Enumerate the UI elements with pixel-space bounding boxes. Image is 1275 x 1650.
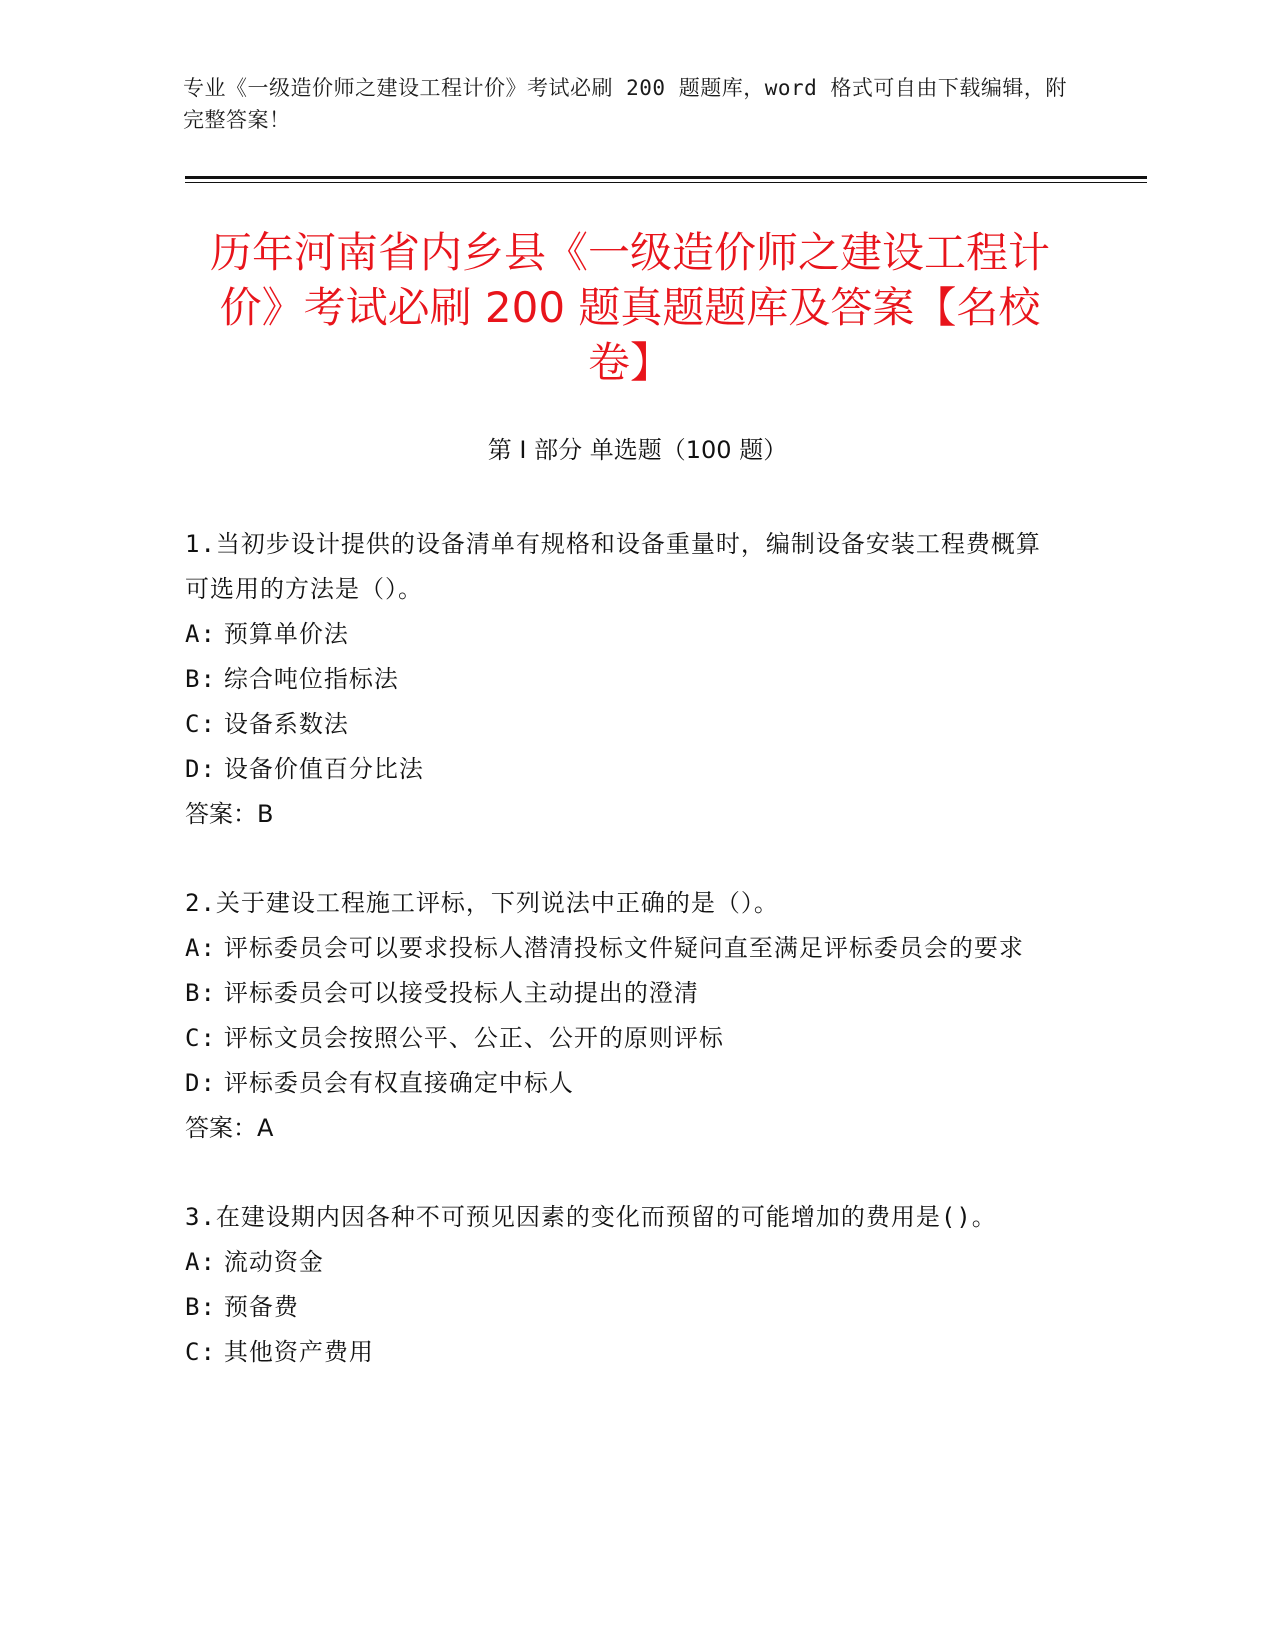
question-stem: 2.关于建设工程施工评标，下列说法中正确的是（）。 (185, 889, 779, 917)
header-note: 专业《一级造价师之建设工程计价》考试必刷 200 题题库，word 格式可自由下载编辑，附完整答案！ (183, 76, 1067, 132)
option-b: B: 预备费 (185, 1293, 299, 1321)
option-text: 综合吨位指标法 (223, 665, 399, 693)
option-a: A: 流动资金 (185, 1248, 324, 1276)
question-list (185, 522, 1065, 1419)
option-c: C: 其他资产费用 (185, 1338, 374, 1366)
question-3 (185, 1195, 1065, 1375)
question-2 (185, 881, 1065, 1151)
answer-value: A (257, 1114, 274, 1142)
answer-label: 答案： (185, 1114, 257, 1142)
header-rule-thick (185, 176, 1147, 179)
answer-value: B (257, 800, 274, 828)
option-text: 评标委员会可以接受投标人主动提出的澄清 (223, 979, 699, 1007)
option-text: 预算单价法 (223, 620, 349, 648)
document-title: 历年河南省内乡县《一级造价师之建设工程计价》考试必刷 200 题真题题库及答案【名校卷】 (209, 228, 1050, 387)
option-key: A (185, 620, 201, 648)
option-a: A: 预算单价法 (185, 620, 349, 648)
option-d: D: 评标委员会有权直接确定中标人 (185, 1069, 574, 1097)
option-text: 评标委员会可以要求投标人潜清投标文件疑问直至满足评标委员会的要求 (223, 934, 1024, 962)
option-text: 评标委员会有权直接确定中标人 (223, 1069, 574, 1097)
option-key: D (185, 755, 201, 783)
answer-label: 答案： (185, 800, 257, 828)
option-key: B (185, 979, 201, 1007)
option-c: C: 设备系数法 (185, 710, 349, 738)
question-stem: 3.在建设期内因各种不可预见因素的变化而预留的可能增加的费用是()。 (185, 1203, 997, 1231)
option-text: 设备价值百分比法 (223, 755, 424, 783)
option-c: C: 评标文员会按照公平、公正、公开的原则评标 (185, 1024, 724, 1052)
option-key: A (185, 1248, 201, 1276)
option-b: B: 评标委员会可以接受投标人主动提出的澄清 (185, 979, 699, 1007)
option-text: 其他资产费用 (223, 1338, 374, 1366)
option-a: A: 评标委员会可以要求投标人潜清投标文件疑问直至满足评标委员会的要求 (185, 934, 1024, 962)
answer-line (185, 1106, 1065, 1151)
header-rule-thin (185, 182, 1147, 183)
option-key: D (185, 1069, 201, 1097)
option-key: C (185, 710, 201, 738)
option-key: A (185, 934, 201, 962)
option-key: C (185, 1338, 201, 1366)
option-b: B: 综合吨位指标法 (185, 665, 399, 693)
option-key: B (185, 1293, 201, 1321)
question-1 (185, 522, 1065, 837)
option-key: B (185, 665, 201, 693)
option-text: 评标文员会按照公平、公正、公开的原则评标 (223, 1024, 724, 1052)
option-text: 流动资金 (223, 1248, 324, 1276)
option-text: 预备费 (223, 1293, 299, 1321)
question-stem: 1.当初步设计提供的设备清单有规格和设备重量时，编制设备安装工程费概算可选用的方法是（）。 (185, 530, 1041, 603)
section-heading: 第 I 部分 单选题（100 题） (487, 436, 788, 464)
option-key: C (185, 1024, 201, 1052)
answer-line (185, 792, 1065, 837)
option-d: D: 设备价值百分比法 (185, 755, 424, 783)
option-text: 设备系数法 (223, 710, 349, 738)
